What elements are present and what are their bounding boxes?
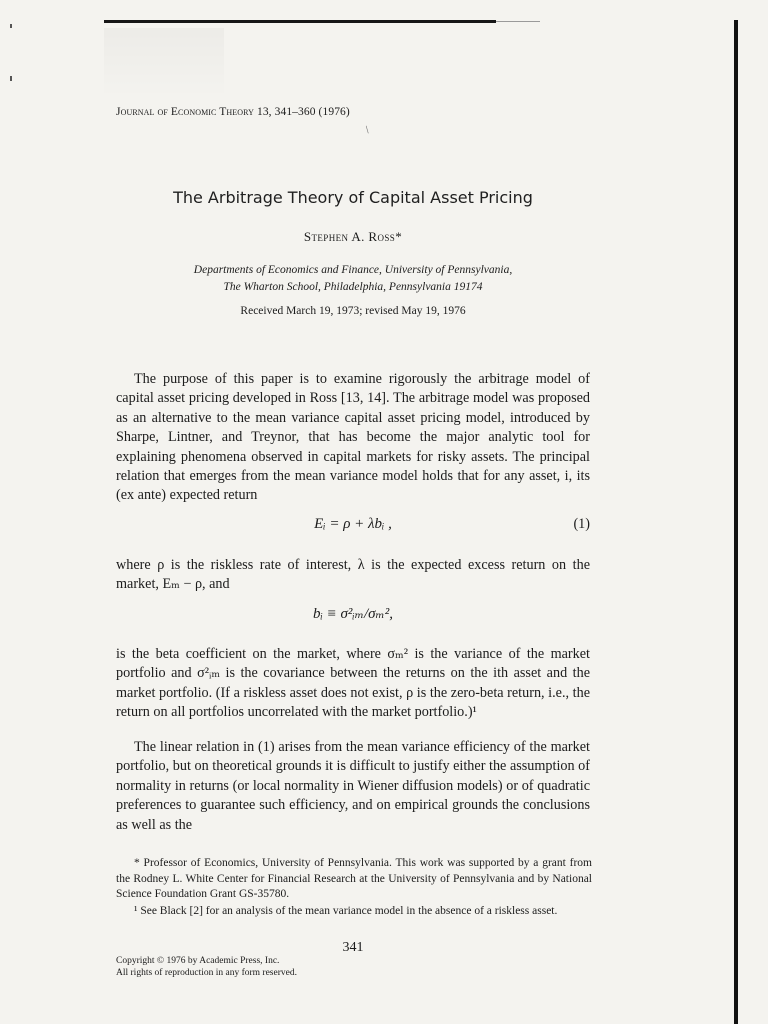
copyright-notice xyxy=(116,955,297,979)
copyright-line: Copyright © 1976 by Academic Press, Inc. xyxy=(116,956,280,966)
equation-expression: bᵢ ≡ σ²ᵢₘ/σₘ², xyxy=(313,606,393,622)
top-rule xyxy=(104,20,496,23)
article-title: The Arbitrage Theory of Capital Asset Pricing xyxy=(173,188,533,207)
scan-noise xyxy=(104,28,224,98)
article-author: Stephen A. Ross* xyxy=(303,229,403,244)
affiliation-line: The Wharton School, Philadelphia, Pennsylvania 19174 xyxy=(223,281,483,293)
journal-name: Journal of Economic Theory xyxy=(116,106,254,118)
paragraph-text: The linear relation in (1) arises from the mean variance efficiency of the market portfolio, but on theoretical grounds it is difficult to justify either the assumption of normality in returns (or local normality in Wiener diffusion models) or of quadratic preferences to guarantee such efficiency, and on empirical grounds the conclusions as well as the xyxy=(116,739,590,833)
paragraph-text: where ρ is the riskless rate of interest, λ is the expected excess return on the market, Eₘ − ρ, and xyxy=(116,557,590,593)
top-rule-faint xyxy=(496,21,540,22)
received-dates: Received March 19, 1973; revised May 19, 1976 xyxy=(240,305,466,317)
footnote-1: ¹ See Black [2] for an analysis of the mean variance model in the absence of a riskless asset. xyxy=(134,904,558,917)
body-paragraph xyxy=(116,738,590,835)
footnotes xyxy=(116,856,592,920)
paragraph-text: is the beta coefficient on the market, where σₘ² is the variance of the market portfolio and σ²ᵢₘ is the covariance between the returns on the ith asset and the market portfolio. (If a riskless asset does not exist, ρ is the zero-beta return, i.e., the return on all portfolios uncorrelated with the market portfolio.)¹ xyxy=(116,646,590,721)
page-number: 341 xyxy=(342,940,364,955)
scan-mark xyxy=(10,76,12,81)
body-paragraph xyxy=(116,556,590,595)
journal-header xyxy=(116,106,350,118)
journal-issue: 13, 341–360 (1976) xyxy=(256,106,350,118)
author-affiliation xyxy=(0,262,706,296)
pencil-tick-mark: / xyxy=(362,124,373,136)
scan-mark xyxy=(10,24,12,28)
body-paragraph xyxy=(116,645,590,723)
footnote-star: * Professor of Economics, University of Pennsylvania. This work was supported by a grant from the Rodney L. White Center for Financial Research at the University of Pennsylvania and by National Science Foundation Grant GS-35780. xyxy=(116,857,592,900)
scan-edge-bar xyxy=(734,20,738,1024)
equation-number: (1) xyxy=(573,516,590,532)
body-paragraph xyxy=(116,370,590,506)
affiliation-line: Departments of Economics and Finance, University of Pennsylvania, xyxy=(193,264,513,276)
copyright-line: All rights of reproduction in any form reserved. xyxy=(116,968,297,978)
equation-expression: Eᵢ = ρ + λbᵢ , xyxy=(314,516,392,532)
paragraph-text: The purpose of this paper is to examine rigorously the arbitrage model of capital asset pricing developed in Ross [13, 14]. The arbitrage model was proposed as an alternative to the mean variance capital asset pricing model, introduced by Sharpe, Lintner, and Treynor, that has become the major analytic tool for explaining phenomena observed in capital markets for risky assets. The principal relation that emerges from the mean variance model holds that for any asset, i, its (ex ante) expected return xyxy=(116,371,590,504)
